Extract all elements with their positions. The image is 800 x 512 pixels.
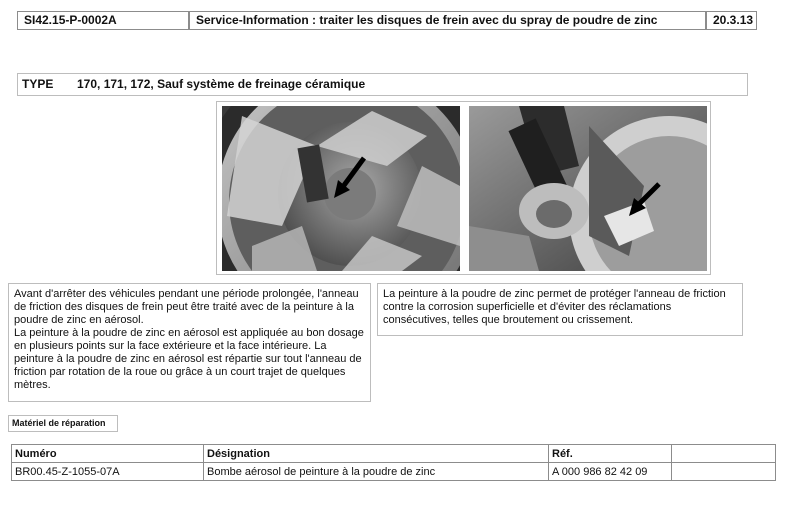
wheel-brake-disc-illustration	[222, 106, 460, 271]
table-header-row	[12, 445, 776, 463]
vehicle-type-bar	[17, 73, 748, 96]
materials-heading: Matériel de réparation	[8, 415, 118, 432]
document-title: Service-Information : traiter les disques de frein avec du spray de poudre de zinc	[189, 11, 706, 30]
column-header-reference: Réf.	[549, 445, 672, 463]
document-id: SI42.15-P-0002A	[17, 11, 189, 30]
instructions-paragraph-right	[377, 283, 743, 336]
table-row	[12, 463, 776, 481]
brake-disc-inner-side-illustration	[469, 106, 707, 271]
cell-number: BR00.45-Z-1055-07A	[12, 463, 204, 481]
column-header-number: Numéro	[12, 445, 204, 463]
cell-reference: A 000 986 82 42 09	[549, 463, 672, 481]
instruction-text-1: Avant d'arrêter des véhicules pendant une période prolongée, l'anneau de friction des disques de frein peut être traité avec de la peinture à la poudre de zinc en aérosol.	[14, 288, 359, 326]
cell-extra	[672, 463, 776, 481]
photo-wheel-brake-disc	[222, 106, 460, 271]
photo-brake-disc-inner-side	[469, 106, 707, 271]
materials-table	[11, 444, 776, 481]
type-label: TYPE	[22, 77, 54, 91]
column-header-designation: Désignation	[204, 445, 549, 463]
column-header-extra	[672, 445, 776, 463]
instruction-text-3: La peinture à la poudre de zinc permet de protéger l'anneau de friction contre la corrosion superficielle et d'éviter des réclamations consécutives, telles que broutement ou crissement.	[383, 288, 726, 326]
illustration-panel	[216, 101, 711, 275]
document-date: 20.3.13	[706, 11, 757, 30]
instructions-paragraph-left	[8, 283, 371, 402]
instruction-text-2: La peinture à la poudre de zinc en aérosol est appliquée au bon dosage en plusieurs points sur la face extérieure et la face intérieure. La peinture à la poudre de zinc en aérosol est répartie sur tout l'anneau de friction par rotation de la roue ou grâce à un court trajet de quelques mètres.	[14, 327, 364, 391]
cell-designation: Bombe aérosol de peinture à la poudre de zinc	[204, 463, 549, 481]
type-value: 170, 171, 172, Sauf système de freinage céramique	[77, 77, 366, 91]
